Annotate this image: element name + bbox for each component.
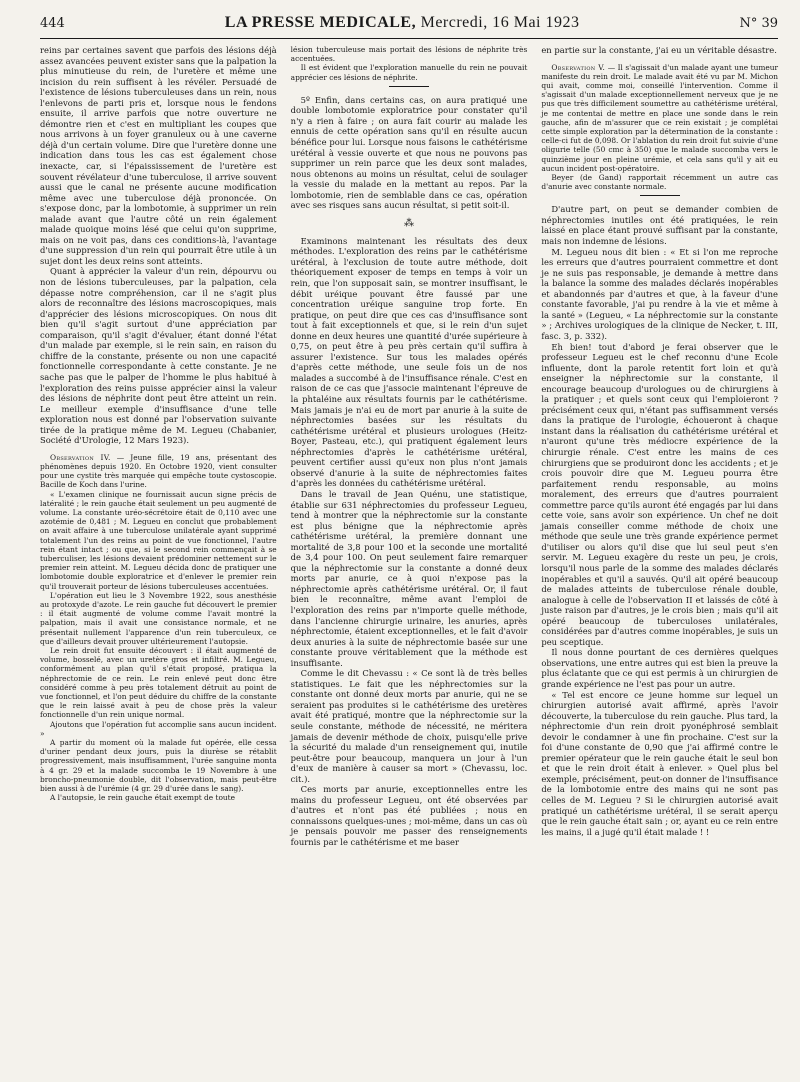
col2-paragraph-4: Examinons maintenant les résultats des deux méthodes. L'exploration des reins par le cathétérisme urétéral, à l'exclusion de toute autre méthode, doit théoriquement exposer de temps en temps à voir un rein, que l'on supposait sain, se montrer insuffisant, le débit uréique pouvant être faussé par une concentration uréique sanguine trop forte. En pratique, on peut dire que ces cas d'insuffisance sont tout à fait exceptionnels et que, si le rein d'un sujet donne en deux heures une quantité d'urée supérieure à 0,75, on peut être à peu près certain qu'il suffira à assurer l'existence. Sur tous les malades opérés d'après cette méthode, une seule fois un de nos malades a succombé à de l'insuffisance rénale. C'est en raison de ce cas que j'associe maintenant l'épreuve de la phtaléine aux résultats fournis par le cathétérisme. Mais jamais je n'ai eu de mort par anurie à la suite de néphrectomies basées sur les résultats du cathétérisme urétéral et plusieurs urologues (Heitz-Boyer, Pasteau, etc.), qui pratiquent également leurs néphrectomies d'après le cathétérisme urétéral, peuvent certifier aussi qu'eux non plus n'ont jamais observé d'anurie à la suite de néphrectomies faites d'après les données du cathétérisme urétéral.	[290, 235, 528, 489]
col3-paragraph-6: « Tel est encore ce jeune homme sur lequel un chirurgien autorisé avait affirmé, après l'avoir découverte, la tuberculose du rein gauche. Plus tard, la néphrectomie d'un rein droit pyonéphrosé semblait devoir le condamner à une fin prochaine. C'est sur la foi d'une constante de 0,90 que j'ai affirmé contre le premier opérateur que le rein gauche était le seul bon et que le rein droit était à enlever. » Quel plus bel exemple, précisément, peut-on donner de l'insuffisance de la lombotomie entre des mains qui ne sont pas celles de M. Legueu ? Si le chirurgien autorisé avait pratiqué un cathétérisme urétéral, il se serait aperçu que le rein gauche était sain ; or, ayant eu ce rein entre les mains, il a jugé qu'il était malade ! !	[541, 689, 779, 837]
observation-4	[40, 453, 277, 803]
issue-number: N° 39	[739, 16, 778, 31]
observation-5-para-2: Beyer (de Gand) rapportait récemment un autre cas d'anurie avec constante normale.	[541, 172, 779, 192]
section-rule-2	[640, 195, 680, 196]
col3-paragraph-5: Il nous donne pourtant de ces dernières quelques observations, une entre autres qui est bien la preuve la plus éclatante que ce qui est permis à un chirurgien de grande expérience ne l'est pas pour un autre.	[541, 647, 779, 689]
col2-paragraph-7: Ces morts par anurie, exceptionnelles entre les mains du professeur Legueu, ont été observées par d'autres et n'ont pas été publiées ; nous en connaissons quelques-unes ; moi-même, dans un cas où je pensais pouvoir me passer des renseignements fournis par le cathétérisme et me baser	[290, 784, 528, 847]
journal-name: LA PRESSE MEDICALE,	[224, 14, 417, 31]
observation-4-para-5: Ajoutons que l'opération fut accomplie sans aucun incident. »	[40, 719, 277, 738]
column-3	[541, 45, 778, 848]
observation-4-para-3: L'opération eut lieu le 3 Novembre 1922, sous anesthésie au protoxyde d'azote. Le rein gauche fut découvert le premier : il était augmenté de volume comme l'avait montré la palpation, mais il avait une consistance normale, et ne présentait nullement l'apparence d'un rein tuberculeux, ce que d'ailleurs devait prouver ultérieurement l'autopsie.	[40, 590, 277, 646]
observation-5	[541, 63, 778, 192]
observation-4-para-2: « L'examen clinique ne fournissait aucun signe précis de latéralité ; le rein gauche était seulement un peu augmenté de volume. La constante uréo-sécrétoire était de 0,110 avec une azotémie de 0,481 ; M. Legueu en conclut que probablement on avait affaire à une tuberculose unilatérale ayant supprimé totalement l'un des reins au point de vue fonctionnel, l'autre rein étant intact ; ou que, si le second rein commençait à se tuberculiser, les lésions devaient prédominer nettement sur le premier rein atteint. M. Legueu décida donc de pratiquer une lombotomie double exploratrice et d'enlever le premier rein qu'il trouverait porteur de lésions tuberculeuses accentuées.	[40, 489, 277, 591]
observation-4-text: — Jeune fille, 19 ans, présentant des phénomènes depuis 1920. En Octobre 1920, vient consulter pour une cystite très marquée qui empêche toute cystoscopie. Bacille de Koch dans l'urine.	[40, 452, 277, 490]
col1-paragraph-2: Quant à apprécier la valeur d'un rein, dépourvu ou non de lésions tuberculeuses, par la palpation, cela dépasse notre compréhension, car il ne s'agit plus alors de reconnaître des lésions macroscopiques, mais d'apprécier des lésions microscopiques. On nous dit bien qu'il s'agit surtout d'une appréciation par comparaison, qu'il s'agit d'évaluer, étant donné l'état d'un malade par exemple, si le rein sain, en raison du chiffre de la constante, présente ou non une capacité fonctionnelle correspondante à cette constante. Je ne sache pas que le palper de l'homme le plus habitué à l'exploration des reins puisse apprécier ainsi la valeur des lésions de néphrite dont peut être atteint un rein. Le meilleur exemple d'insuffisance d'une telle exploration nous est donné par l'observation suivante tirée de la pratique même de M. Legueu (Chabanier, Société d'Urologie, 12 Mars 1923).	[40, 266, 277, 446]
observation-4-para-6: A partir du moment où la malade fut opérée, elle cessa d'uriner pendant deux jours, puis la diurèse se rétablit progressivement, mais insuffisamment, l'urée sanguine monta à 4 gr. 29 et la malade succomba le 19 Novembre à une broncho-pneumonie double, dit l'observation, mais peut-être bien aussi à de l'urémie (4 gr. 29 d'urée dans le sang).	[40, 738, 277, 794]
journal-title	[225, 14, 580, 32]
observation-4-para-7: A l'autopsie, le rein gauche était exempt de toute	[50, 793, 235, 803]
article-columns	[40, 45, 778, 848]
observation-4-para-4: Le rein droit fut ensuite découvert : il était augmenté de volume, bosselé, avec un uretère gros et infiltré. M. Legueu, conformément au plan qu'il s'était proposé, pratiqua la néphrectomie de ce rein. Le rein enlevé peut donc être considéré comme à peu près totalement détruit au point de vue fonctionnel, et l'on peut déduire du chiffre de la constante que le rein laissé avait à peu de chose près la valeur fonctionnelle d'un rein unique normal.	[40, 646, 277, 720]
col1-paragraph-1: reins par certaines savent que parfois des lésions déjà assez avancées peuvent exister sans que la palpation la plus minutieuse du rein, de l'uretère et même une incision du rein suffisent à les révéler. Persuadé de l'existence de lésions tuberculeuses dans un rein, nous l'enlevons de parti pris et, lorsque nous le fendons ensuite, il arrive parfois que notre ouverture ne démontre rien et c'est en multipliant les coupes que nous arrivons à un foyer granuleux ou à une caverne déjà d'un certain volume. Dire que l'uretère donne une indication dans tous les cas est également chose inexacte, car, si l'épaississement de l'uretère est souvent révélateur d'une tuberculose, il arrive souvent aussi que le canal ne présente aucune modification même avec une tuberculose déjà prononcée. On s'expose donc, par la lombotomie, à supprimer un rein malade avant que l'autre côté un rein également malade quoique moins lésé que celui qu'on supprime, mais on ne voit pas, dans ces conditions-là, l'avantage d'une suppression d'un rein qui pourrait être utile à un sujet dont les deux reins sont atteints.	[40, 45, 277, 266]
col3-paragraph-4: Eh bien! tout d'abord je ferai observer que le professeur Legueu est le chef reconnu d'une Ecole influente, dont la parole retentit fort loin et qu'à enseigner la néphrectomie sur la constante, il encourage beaucoup d'urologues ou de chirurgiens à la pratiquer ; et quels sont ceux qui l'emploieront ? précisément ceux qui, n'étant pas suffisamment versés dans la pratique de l'urologie, échoueront à chaque instant dans la réalisation du cathétérisme urétéral et n'auront qu'une très médiocre expérience de la chirurgie rénale. C'est entre les mains de ces chirurgiens que se produiront donc les accidents ; et je crois pouvoir dire que M. Legueu pourra être parfaitement rendu responsable, au moins moralement, des erreurs que d'autres pourraient commettre parce qu'ils auront été engagés par lui dans cette voie, sans avoir son expérience. Un chef ne doit jamais conseiller comme méthode de choix une méthode que seule une très grande expérience permet d'utiliser ou alors qu'il dise que lui seul peut s'en servir. M. Legueu exagère du reste un peu, je crois, lorsqu'il nous parle de la somme des malades déclarés inopérables et qu'il a sauvés. Qu'il ait opéré beaucoup de malades atteints de tuberculose rénale double, analogue à celle de l'observation II et laissés de côté à juste raison par d'autres, je le crois bien ; mais qu'il ait opéré beaucoup de tuberculoses unilatérales, considérées par d'autres comme inopérables, je suis un peu sceptique.	[541, 341, 779, 647]
col3-paragraph-2: D'autre part, on peut se demander combien de néphrectomies inutiles ont été pratiquées, le rein laissé en place étant prouvé suffisant par la constante, mais non indemne de lésions.	[541, 204, 779, 247]
col2-paragraph-2: Il est évident que l'exploration manuelle du rein ne pouvait apprécier ces lésions de néphrite.	[290, 63, 528, 82]
col2-paragraph-3: 5º Enfin, dans certains cas, on aura pratiqué une double lombotomie exploratrice pour constater qu'il n'y a rien à faire ; on aura fait courir au malade les ennuis de cette opération sans qu'il en résulte aucun bénéfice pour lui. Lorsque nous faisons le cathétérisme urétéral à vessie ouverte et que nous ne pouvons pas supprimer un rein parce que les deux sont malades, nous obtenons au moins un résultat, celui de soulager la vessie du malade en la mettant au repos. Par la lombotomie, rien de semblable dans ce cas, opération avec ses risques sans aucun résultat, si petit soit-il.	[290, 94, 528, 211]
column-1	[40, 45, 277, 848]
col2-paragraph-1: lésion tuberculeuse mais portait des lésions de néphrite très accentuées.	[290, 45, 528, 64]
observation-4-heading: Observation IV.	[50, 452, 111, 462]
observation-5-text: — Il s'agissait d'un malade ayant une tumeur manifeste du rein droit. Le malade avait été vu par M. Michon qui avait, comme moi, conseillé l'intervention. Comme il s'agissait d'un malade exceptionnellement nerveux que je ne pus que très difficilement soumettre au cathétérisme urétéral, je me contentai de mettre en place une sonde dans le rein gauche, afin de m'assurer que ce rein existait ; je complétai cette simple exploration par la détermination de la constante : celle-ci fut de 0,098. Or l'ablation du rein droit fut suivie d'une oligurie telle (50 cmc à 350) que le malade succomba vers le quinzième jour en pleine urémie, et cela sans qu'il y ait eu aucun incident post-opératoire.	[541, 62, 779, 173]
col2-paragraph-6: Comme le dit Chevassu : « Ce sont là de très belles statistiques. Le fait que les néphrectomies sur la constante ont donné deux morts par anurie, qui ne se seraient pas produites si le cathétérisme des uretères avait été pratiqué, montre que la néphrectomie sur la seule constante, méthode de nécessité, ne méritera jamais de devenir méthode de choix, puisqu'elle prive la sécurité du malade d'un renseignement qui, inutile peut-être pour beaucoup, manquera un jour à l'un d'eux de manière à causer sa mort » (Chevassu, loc. cit.).	[290, 668, 528, 784]
section-asterism: ⁂	[404, 217, 414, 229]
page-number: 444	[40, 16, 65, 31]
column-2	[291, 45, 528, 848]
col3-paragraph-1: en partie sur la constante, j'ai eu un véritable désastre.	[541, 45, 777, 55]
issue-date: Mercredi, 16 Mai 1923	[420, 14, 580, 31]
observation-5-heading: Observation V.	[551, 62, 606, 72]
page-header	[40, 14, 778, 39]
col3-paragraph-3: M. Legueu nous dit bien : « Et si l'on me reproche les erreurs que d'autres pourraient commettre et dont je ne suis pas responsable, je demande à mettre dans la balance la somme des malades déclarés inopérables et abandonnés par d'autres et que, à la faveur d'une constante favorable, j'ai pu rendre à la vie et même à la santé » (Legueu, « La néphrectomie sur la constante » ; Archives urologiques de la clinique de Necker, t. III, fasc. 3, p. 332).	[541, 246, 779, 341]
section-rule	[389, 86, 429, 87]
col2-paragraph-5: Dans le travail de Jean Quénu, une statistique, établie sur 631 néphrectomies du professeur Legueu, tend à montrer que la néphrectomie sur la constante est plus bénigne que la néphrectomie après cathétérisme urétéral, la première donnant une mortalité de 3,8 pour 100 et la seconde une mortalité de 3,4 pour 100. On peut seulement faire remarquer que la néphrectomie sur la constante a donné deux morts par anurie, ce à quoi n'expose pas la néphrectomie après cathétérisme urétéral. Or, il faut bien le reconnaître, même avant l'emploi de l'exploration des reins par n'importe quelle méthode, dans l'ancienne chirurgie urinaire, les anuries, après néphrectomie, étaient exceptionnelles, et le fait d'avoir deux anuries à la suite de néphrectomie basée sur une constante prouve véritablement que la méthode est insuffisante.	[290, 488, 528, 668]
